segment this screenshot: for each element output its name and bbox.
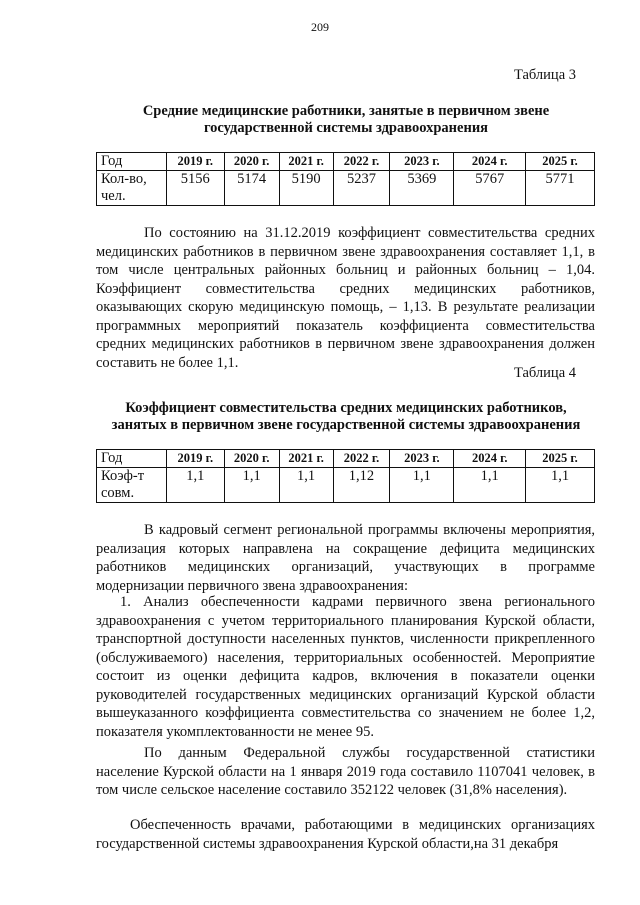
- table4-header-cell: 2021 г.: [279, 450, 333, 468]
- table4-header-row: [97, 450, 595, 468]
- table4-value-cell: 1,1: [526, 468, 595, 503]
- paragraph-2-text: В кадровый сегмент региональной программы включены мероприятия, реализация которых направлена на сокращение дефицита медицинских работников медицинских организаций, участвующих в программе модернизации первичного звена здравоохранения:: [96, 522, 595, 594]
- table4-value-cell: 1,1: [390, 468, 454, 503]
- table3-label: Таблица 3: [513, 67, 576, 83]
- table3-header-cell: 2020 г.: [224, 153, 279, 171]
- page-number: 209: [311, 20, 329, 34]
- paragraph-4: [96, 744, 595, 800]
- table3-header-cell: 2022 г.: [333, 153, 390, 171]
- table3-value-cell: 5237: [333, 171, 390, 206]
- paragraph-1: [96, 224, 595, 372]
- table4-header-cell: 2022 г.: [333, 450, 390, 468]
- table4-value-cell: 1,1: [454, 468, 526, 503]
- table3-row-label-line2: чел.: [101, 188, 126, 204]
- table4-title-line2: занятых в первичном звене государственной системы здравоохранения: [111, 417, 581, 433]
- table3-value-cell: 5771: [526, 171, 595, 206]
- table3-header-cell: Год: [97, 153, 167, 171]
- table4-header-cell: 2023 г.: [390, 450, 454, 468]
- table4-label: Таблица 4: [513, 365, 576, 381]
- table4: [96, 449, 595, 503]
- table3-value-cell: 5767: [454, 171, 526, 206]
- table3-value-cell: 5190: [279, 171, 333, 206]
- table3-header-cell: 2025 г.: [526, 153, 595, 171]
- table3-value-cell: 5156: [166, 171, 224, 206]
- table4-header-cell: 2025 г.: [526, 450, 595, 468]
- table4-row-label-line1: Коэф-т: [101, 468, 145, 484]
- table4-value-cell: 1,1: [166, 468, 224, 503]
- table4-header-cell: 2019 г.: [166, 450, 224, 468]
- table3: [96, 152, 595, 206]
- table4-value-cell: 1,1: [279, 468, 333, 503]
- table4-data-row: [97, 468, 595, 503]
- table3-data-row: [97, 171, 595, 206]
- table3-value-cell: 5174: [224, 171, 279, 206]
- table4-title: [90, 400, 602, 434]
- table3-title: [96, 103, 596, 137]
- paragraph-3: [96, 593, 595, 741]
- table3-row-label-line1: Кол-во,: [101, 171, 147, 187]
- table3-value-cell: 5369: [390, 171, 454, 206]
- table4-row-label-line2: совм.: [101, 485, 135, 501]
- paragraph-5: [96, 816, 595, 853]
- table4-value-cell: 1,12: [333, 468, 390, 503]
- table3-header-cell: 2024 г.: [454, 153, 526, 171]
- paragraph-2: [96, 521, 595, 595]
- paragraph-5-text: Обеспеченность врачами, работающими в медицинских организациях государственной системы здравоохранения Курской области,на 31 декабря: [96, 817, 595, 852]
- table3-row-label: [97, 171, 167, 206]
- table4-value-cell: 1,1: [224, 468, 279, 503]
- table3-title-line2: государственной системы здравоохранения: [203, 120, 489, 136]
- table3-header-cell: 2021 г.: [279, 153, 333, 171]
- table4-header-cell: 2024 г.: [454, 450, 526, 468]
- table4-header-cell: Год: [97, 450, 167, 468]
- paragraph-1-text: По состоянию на 31.12.2019 коэффициент совместительства средних медицинских работников в первичном звене здравоохранения составляет 1,1, в том числе центральных районных больниц и районных больниц – 1,04. Коэффициент совместительства средних медицинских работников, оказывающих скорую медицинскую помощь, – 1,13. В результате реализации программных мероприятий показатель коэффициента совместительства средних медицинских работников в первичном звене здравоохранения должен составить не более 1,1.: [96, 225, 595, 371]
- paragraph-4-text: По данным Федеральной службы государственной статистики население Курской области на 1 января 2019 года составило 1107041 человек, в том числе сельское население составило 352122 человек (31,8% населения).: [96, 745, 595, 798]
- table4-header-cell: 2020 г.: [224, 450, 279, 468]
- table3-header-cell: 2019 г.: [166, 153, 224, 171]
- table3-header-cell: 2023 г.: [390, 153, 454, 171]
- table4-title-line1: Коэффициент совместительства средних медицинских работников,: [125, 400, 567, 416]
- paragraph-3-text: 1. Анализ обеспеченности кадрами первичного звена регионального здравоохранения с учетом территориального планирования Курской области, транспортной доступности населенных пунктов, численности прикрепленного (обслуживаемого) населения, территориальных особенностей. Мероприятие состоит из оценки дефицита кадров, включения в показатели оценки руководителей государственных медицинских организаций Курской области вышеуказанного коэффициента совместительства со значением не более 1,2, показателя укомплектованности не менее 95.: [96, 594, 595, 740]
- table3-title-line1: Средние медицинские работники, занятые в первичном звене: [142, 103, 550, 119]
- table3-header-row: [97, 153, 595, 171]
- table4-row-label: [97, 468, 167, 503]
